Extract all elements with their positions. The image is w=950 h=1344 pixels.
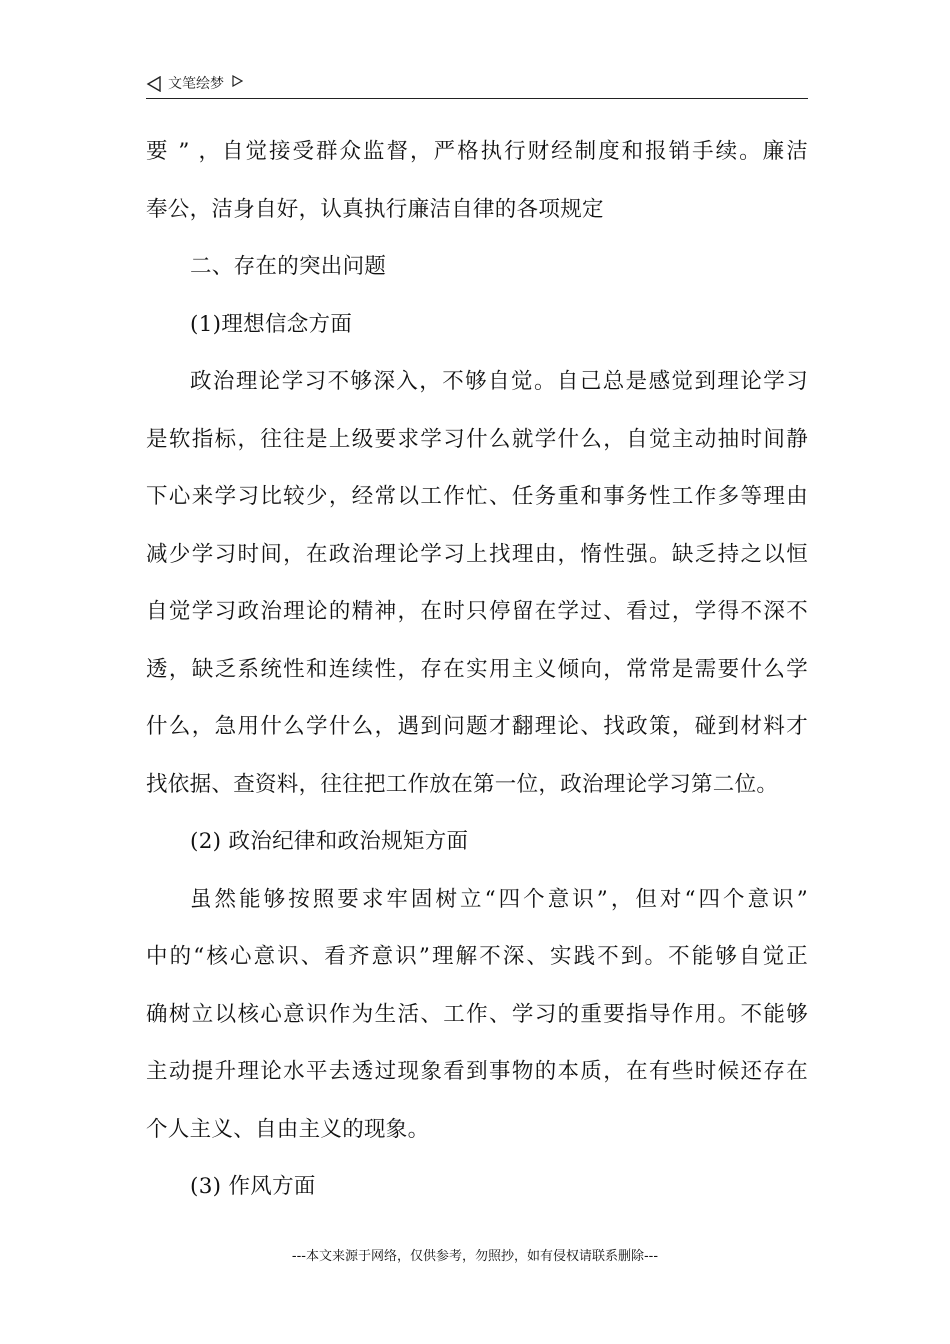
body-line: 确树立以核心意识作为生活、工作、学习的重要指导作用。不能够 <box>146 1001 808 1027</box>
triangle-right-icon <box>232 75 243 87</box>
body-line: 要 ” ，自觉接受群众监督，严格执行财经制度和报销手续。廉洁 <box>146 139 808 164</box>
document-body <box>146 123 808 1216</box>
triangle-left-icon <box>146 76 162 92</box>
body-line: 虽然能够按照要求牢固树立“四个意识”，但对“四个意识” <box>190 886 808 912</box>
section-heading: 二、存在的突出问题 <box>190 254 387 279</box>
body-line: 减少学习时间，在政治理论学习上找理由，惰性强。缺乏持之以恒 <box>146 541 808 567</box>
header-title: 文笔绘梦 <box>168 76 224 92</box>
body-line: 找依据、查资料，往往把工作放在第一位，政治理论学习第二位。 <box>146 771 779 797</box>
page-header <box>146 72 808 99</box>
subsection-heading: (2) 政治纪律和政治规矩方面 <box>190 829 469 854</box>
body-line: 自觉学习政治理论的精神，在时只停留在学过、看过，学得不深不 <box>146 599 808 624</box>
subsection-heading: (3) 作风方面 <box>190 1174 316 1199</box>
body-line: 什么，急用什么学什么，遇到问题才翻理论、找政策，碰到材料才 <box>146 714 808 739</box>
body-line: 中的“核心意识、看齐意识”理解不深、实践不到。不能够自觉正 <box>146 944 808 969</box>
body-line: 是软指标，往往是上级要求学习什么就学什么，自觉主动抽时间静 <box>146 426 808 452</box>
body-line: 主动提升理论水平去透过现象看到事物的本质，在有些时候还存在 <box>146 1059 808 1084</box>
body-line: 政治理论学习不够深入，不够自觉。自己总是感觉到理论学习 <box>190 369 808 394</box>
body-line: 个人主义、自由主义的现象。 <box>146 1116 430 1142</box>
body-line: 下心来学习比较少，经常以工作忙、任务重和事务性工作多等理由 <box>146 484 808 509</box>
body-line: 奉公，洁身自好，认真执行廉洁自律的各项规定 <box>146 196 604 222</box>
subsection-heading: (1)理想信念方面 <box>190 311 353 337</box>
body-line: 透，缺乏系统性和连续性，存在实用主义倾向，常常是需要什么学 <box>146 656 808 682</box>
page-footer: ---本文来源于网络，仅供参考，勿照抄，如有侵权请联系删除--- <box>291 1249 659 1264</box>
